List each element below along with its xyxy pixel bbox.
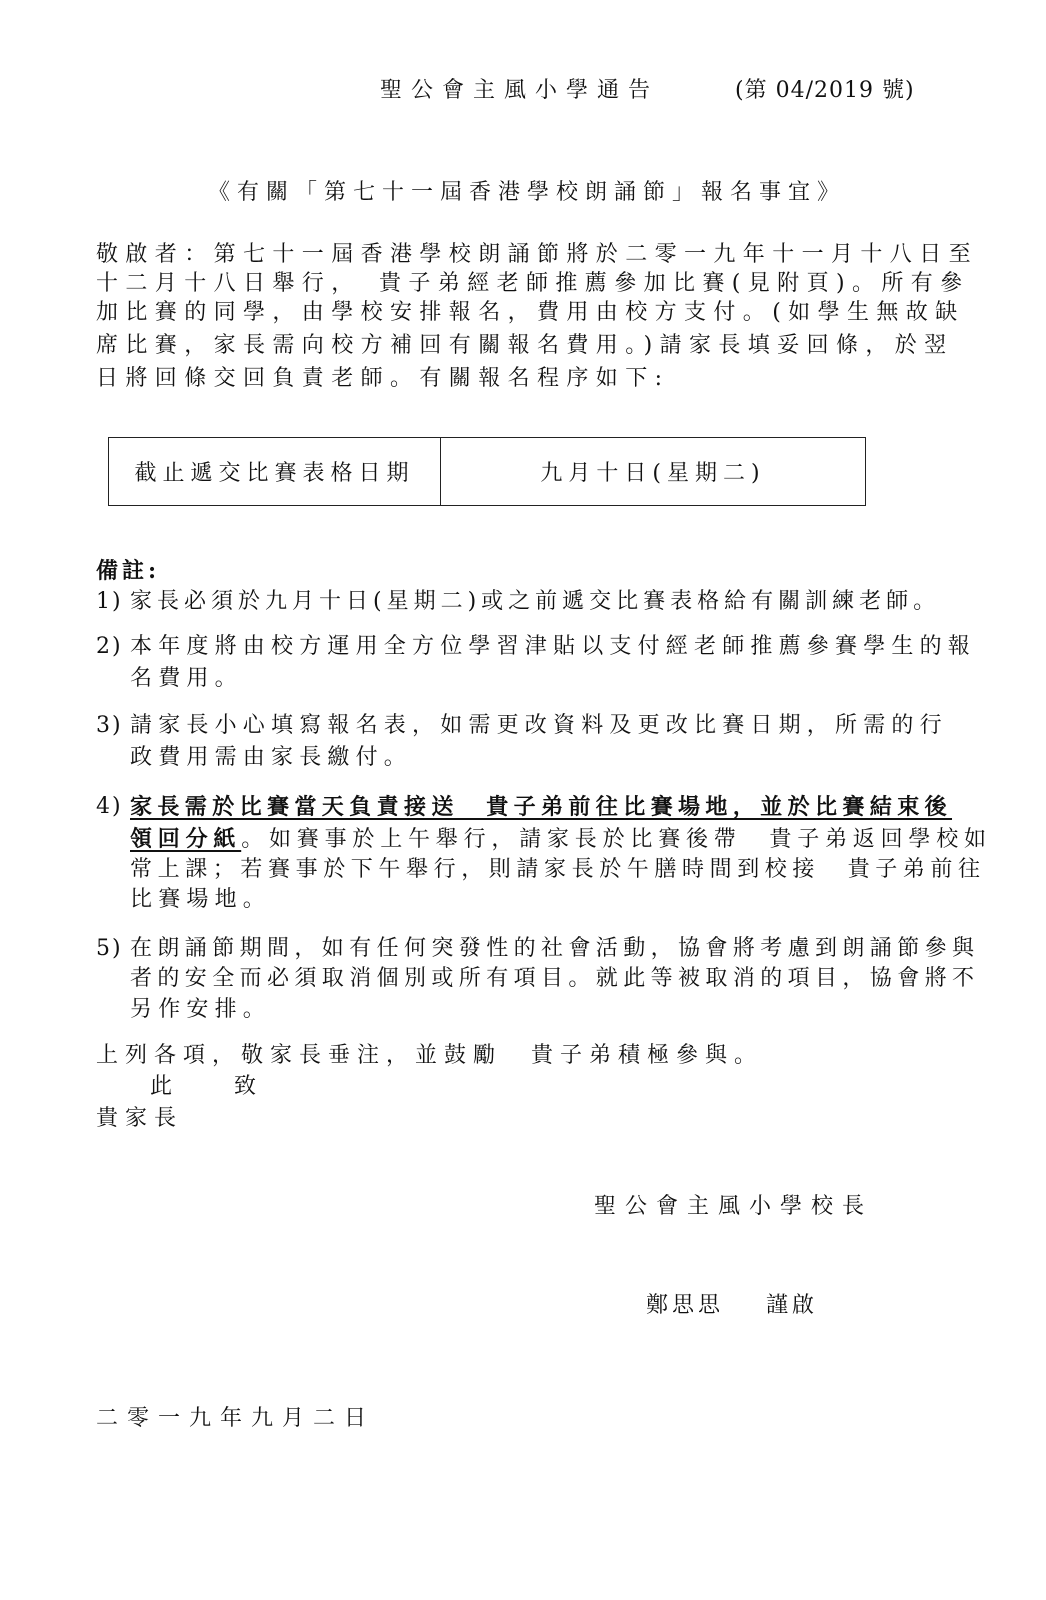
- signer-respect: 謹啟: [766, 1293, 819, 1318]
- remark-number: 1): [96, 589, 123, 614]
- remark-line: [130, 826, 992, 853]
- closing-line: 上列各項，敬家長垂注，並鼓勵 貴子弟積極參與。: [96, 1043, 764, 1068]
- recipient: 貴家長: [96, 1106, 184, 1131]
- remark-line: 名費用。: [130, 666, 243, 691]
- closing-salutation: 此 致: [150, 1074, 263, 1099]
- signer-title: 聖公會主風小學校長: [594, 1194, 874, 1219]
- remark-line: 者的安全而必須取消個別或所有項目。就此等被取消的項目，協會將不: [130, 966, 980, 991]
- intro-line: 十二月十八日舉行， 貴子弟經老師推薦參加比賽(見附頁)。所有參: [96, 271, 970, 296]
- deadline-value: 九月十日(星期二): [540, 461, 766, 486]
- intro-line: 日將回條交回負責老師。有關報名程序如下:: [96, 366, 670, 391]
- remark-line: 請家長小心填寫報名表，如需更改資料及更改比賽日期，所需的行: [130, 713, 948, 738]
- remark-line: 比賽場地。: [130, 887, 272, 912]
- intro-line: 加比賽的同學，由學校安排報名，費用由校方支付。(如學生無故缺: [96, 300, 965, 325]
- remark-line: 家長必須於九月十日(星期二)或之前遞交比賽表格給有關訓練老師。: [130, 589, 941, 614]
- remark-number: 4): [96, 794, 123, 819]
- intro-line: 敬啟者：第七十一屆香港學校朗誦節將於二零一九年十一月十八日至: [96, 242, 979, 267]
- remark-line: 本年度將由校方運用全方位學習津貼以支付經老師推薦參賽學生的報: [130, 634, 977, 659]
- notice-number: (第 04/2019 號): [735, 78, 915, 103]
- deadline-table: [108, 437, 866, 506]
- remark-line: 政費用需由家長繳付。: [130, 745, 413, 770]
- intro-line: 席比賽，家長需向校方補回有關報名費用。)請家長填妥回條，於翌: [96, 333, 954, 358]
- remark-number: 2): [96, 634, 123, 659]
- remark-number: 3): [96, 713, 123, 738]
- remark-line: 另作安排。: [130, 997, 272, 1022]
- notice-title: 聖公會主風小學通告: [380, 78, 660, 103]
- deadline-label: 截止遞交比賽表格日期: [109, 438, 441, 505]
- notice-subject: 《有關「第七十一屆香港學校朗誦節」報名事宜》: [208, 180, 847, 205]
- remarks-heading: 備註:: [96, 558, 161, 584]
- signer-name: 鄭思思: [646, 1293, 725, 1318]
- remark-line: 常上課；若賽事於下午舉行，則請家長於午膳時間到校接 貴子弟前往: [130, 857, 986, 882]
- remark-line: 在朗誦節期間，如有任何突發性的社會活動，協會將考慮到朗誦節參與: [130, 936, 980, 961]
- notice-date: 二零一九年九月二日: [96, 1406, 376, 1431]
- remark-text: 。如賽事於上午舉行，請家長於比賽後帶 貴子弟返回學校如: [241, 827, 992, 852]
- remark-emphasis-line: 家長需於比賽當天負責接送 貴子弟前往比賽場地，並於比賽結束後: [130, 794, 953, 820]
- remark-emphasis: 領回分紙: [130, 826, 242, 852]
- remark-number: 5): [96, 936, 123, 961]
